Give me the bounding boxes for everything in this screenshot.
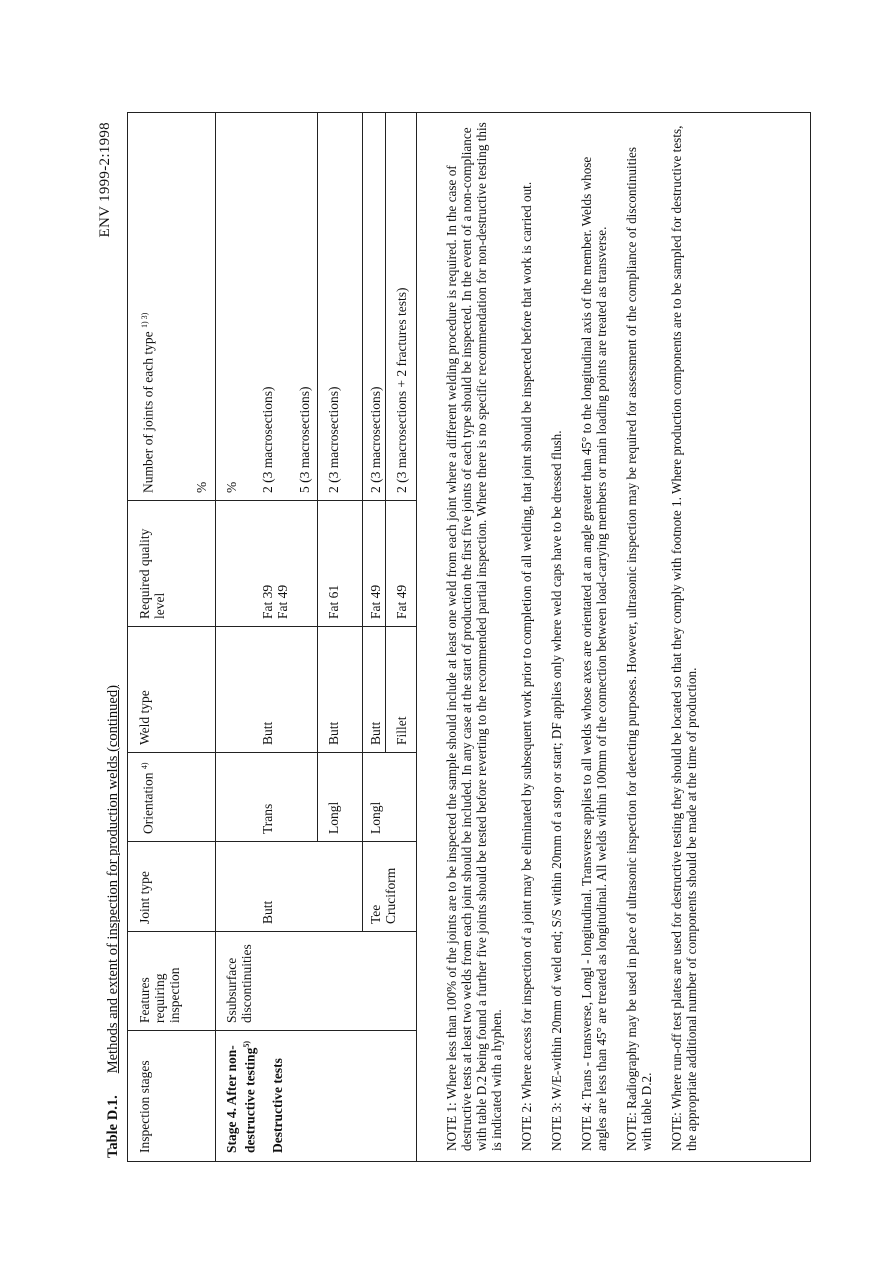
header-orientation — [137, 762, 156, 834]
number-label: Number of joints of each type — [140, 331, 156, 493]
orientation-label: Orientation — [140, 772, 156, 834]
header-weld-type: Weld type — [137, 690, 152, 745]
number-trans-2: 5 (3 macrosections) — [297, 386, 312, 493]
note-radiography: NOTE: Radiography may be used in place of ultrasonic inspection for detecting purposes. However, ultrasonic inspection may be required for assessment of the compliance of discontinuities with table D.2. — [624, 146, 654, 1151]
number-percent: % — [224, 481, 239, 493]
stage-4-label — [224, 1035, 258, 1153]
quality-fat-49: Fat 49 — [394, 584, 409, 619]
quality-fat-49: Fat 49 — [275, 584, 290, 619]
table-label: Table D.1. — [105, 1095, 121, 1158]
feature-subsurface: Ssubsurface discontinuities — [224, 944, 254, 1023]
destructive-tests-label: Destructive tests — [270, 1058, 285, 1153]
number-fillet: 2 (3 macrosections + 2 fractures tests) — [394, 287, 409, 493]
inspection-table — [127, 112, 811, 1162]
number-longl: 2 (3 macrosections) — [326, 386, 341, 493]
stage-footnote: 5) — [242, 1040, 251, 1048]
rotated-page — [97, 80, 817, 1190]
table-caption — [105, 685, 122, 1158]
note-2: NOTE 2: Where access for inspection of a joint may be eliminated by subsequent work prior to completion of all welding, that joint should be inspected before that work is carried out. — [519, 181, 534, 1151]
note-run-off: NOTE: Where run-off test plates are used for destructive testing they should be located so that they comply with footnote 1. Where production components are to be sampled for destructive tests, the appropriate additional number of components should be made at the time of production. — [669, 125, 699, 1151]
note-4: NOTE 4: Trans - transverse, Longl - longitudinal. Transverse applies to all welds whose axes are orientated at an angle greater than 45° to the longitudinal axis of the member. Welds whose angles are less than 45° are treated as longitudinal. All welds within 100mm of the connection between load-carrying members or main loading points are treated as transverse. — [579, 156, 609, 1151]
orientation-longl: Longl — [326, 801, 341, 834]
header-quality-level: Required quality level — [137, 528, 167, 619]
header-percent: % — [194, 481, 209, 493]
weld-type-fillet: Fillet — [394, 716, 409, 745]
stage-line-1: Stage 4. After non-destructive testing — [224, 1045, 258, 1153]
joint-type-tee-cruciform: Tee Cruciform — [368, 867, 398, 924]
header-inspection-stages: Inspection stages — [137, 1060, 152, 1153]
number-footnote: 1) 3) — [140, 312, 149, 329]
notes-section — [444, 121, 714, 1151]
document-id: ENV 1999-2:1998 — [97, 122, 113, 238]
number-tee: 2 (3 macrosections) — [368, 386, 383, 493]
weld-type-butt: Butt — [326, 721, 341, 745]
weld-type-butt: Butt — [260, 721, 275, 745]
joint-type-butt: Butt — [260, 900, 275, 924]
weld-type-butt: Butt — [368, 721, 383, 745]
note-1: NOTE 1: Where less than 100% of the joints are to be inspected the sample should include at least one weld from each joint where a different welding procedure is required. In the case of destructive tests at least two welds from each joint should be included. In any case at the start of production the first five joints of each type should be inspected. In the event of a non-compliance with table D.2 being found a further five joints should be tested before reverting to the recommended partial inspection. Where there is no specific recommendation for non-destructive testing this is indicated with a hyphen. — [444, 122, 504, 1151]
quality-fat-49: Fat 49 — [368, 584, 383, 619]
header-joint-type: Joint type — [137, 871, 152, 924]
orientation-trans: Trans — [260, 803, 275, 834]
quality-fat-39: Fat 39 — [260, 584, 275, 619]
header-features: Features requiring inspection — [137, 967, 182, 1023]
table-title: Methods and extent of inspection for production welds (continued) — [105, 685, 121, 1074]
note-3: NOTE 3: W/E-within 20mm of weld end; S/S within 20mm of a stop or start; DF applies only where weld caps have to be dressed flush. — [549, 430, 564, 1151]
quality-fat-61: Fat 61 — [326, 584, 341, 619]
orientation-footnote: 4) — [140, 762, 149, 770]
orientation-longl: Longl — [368, 801, 383, 834]
number-trans-1: 2 (3 macrosections) — [260, 386, 275, 493]
header-number-of-joints — [137, 313, 156, 493]
